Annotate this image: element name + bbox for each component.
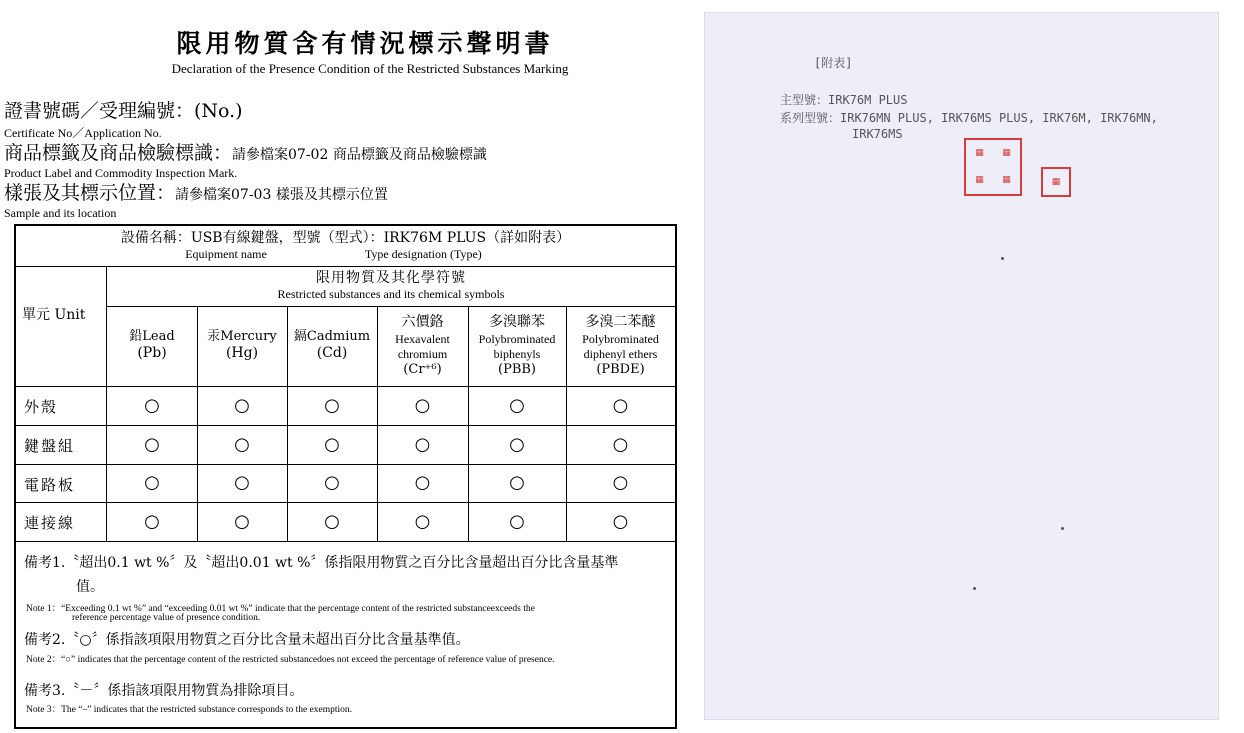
note-1-zh: 備考1.〝超出0.1 wt %〞及〝超出0.01 wt %〞係指限用物質之百分比含量超出百分比含量基準 <box>24 555 619 571</box>
sample-location-zh: 樣張及其標示位置： <box>4 182 176 204</box>
presence-mark: ○ <box>324 433 340 455</box>
row-label-keyboard: 鍵盤組 <box>24 437 76 455</box>
presence-mark: ○ <box>414 510 431 532</box>
note-1-zh-cont: 值。 <box>76 579 104 595</box>
product-label-zh: 商品標籤及商品檢驗標識： <box>4 142 233 164</box>
appendix-tag: [附表] <box>814 56 853 70</box>
certificate-number-en: Certificate No／Application No. <box>4 126 162 140</box>
presence-mark: ○ <box>612 510 629 532</box>
paper-speck <box>1061 527 1064 530</box>
restricted-header-zh: 限用物質及其化學符號 <box>316 269 466 286</box>
presence-mark: ○ <box>414 394 431 416</box>
presence-mark: ○ <box>234 472 250 493</box>
substance-pbb: 多溴聯苯 Polybrominated biphenyls (PBB) <box>478 314 556 377</box>
presence-mark: ○ <box>612 433 629 455</box>
presence-mark: ○ <box>144 472 160 493</box>
presence-mark: ○ <box>509 472 525 493</box>
presence-mark: ○ <box>234 394 250 416</box>
equipment-cell <box>16 226 675 266</box>
series-models: 系列型號：IRK76MN PLUS, IRK76MS PLUS, IRK76M, IRK76MN, <box>780 111 1158 125</box>
main-model: 主型號：IRK76M PLUS <box>780 93 908 107</box>
row-label-circuit-board: 電路板 <box>24 476 76 494</box>
note-1-en: Note 1：“Exceeding 0.1 wt %” and “exceeding 0.01 wt %” indicate that the percentage content of the restricted substanceexceeds the <box>26 604 535 614</box>
presence-mark: ○ <box>414 433 431 455</box>
note-3-en: Note 3：The “–” indicates that the restricted substance corresponds to the exemption. <box>26 705 353 715</box>
presence-mark: ○ <box>144 510 160 532</box>
paper-speck <box>973 587 976 590</box>
restricted-substances-table <box>14 224 677 729</box>
company-seal-icon: ▦ ▦ ▦ ▦ <box>964 138 1022 196</box>
presence-mark: ○ <box>324 510 340 532</box>
equipment-name-en: Equipment name <box>185 247 267 262</box>
note-3-zh: 備考3.〝－〞係指該項限用物質為排除項目。 <box>24 683 304 699</box>
substance-cadmium: 鎘Cadmium (Cd) <box>293 329 371 362</box>
presence-mark: ○ <box>509 433 525 455</box>
presence-mark: ○ <box>144 394 160 416</box>
restricted-header <box>107 266 675 306</box>
equipment-line: 設備名稱：USB有線鍵盤，型號（型式）：IRK76M PLUS（詳如附表） <box>120 229 571 246</box>
presence-mark: ○ <box>509 510 525 532</box>
substance-lead: 鉛Lead (Pb) <box>129 329 175 362</box>
note-1-en-cont: reference percentage value of presence condition. <box>72 613 261 623</box>
substance-mercury: 汞Mercury (Hg) <box>207 329 277 362</box>
product-label <box>4 138 487 181</box>
note-2-en: Note 2：“○” indicates that the percentage content of the restricted substancedoes not exceed the percentage of reference value of presence. <box>26 655 555 665</box>
type-designation-en: Type designation (Type) <box>364 247 482 262</box>
certificate-number-zh: 證書號碼／受理編號：(No.) <box>4 100 243 122</box>
product-label-ref: 請參檔案07-02 商品標籤及商品檢驗標識 <box>232 147 487 163</box>
presence-mark: ○ <box>144 433 160 455</box>
presence-mark: ○ <box>234 510 250 532</box>
unit-header: 單元 Unit <box>22 307 86 323</box>
presence-mark: ○ <box>324 394 340 416</box>
presence-mark: ○ <box>414 472 431 493</box>
product-label-en: Product Label and Commodity Inspection Mark. <box>4 166 238 180</box>
substance-pbde: 多溴二苯醚 Polybrominated diphenyl ethers (PBDE) <box>582 314 659 377</box>
note-2-zh: 備考2.〝○〞係指該項限用物質之百分比含量未超出百分比含量基準值。 <box>24 632 470 648</box>
personal-seal-icon: ▦ <box>1041 167 1071 197</box>
sample-location-ref: 請參檔案07-03 樣張及其標示位置 <box>175 187 388 203</box>
presence-mark: ○ <box>612 394 629 416</box>
sample-location <box>4 178 388 221</box>
row-label-cable: 連接線 <box>24 514 76 532</box>
presence-mark: ○ <box>509 394 525 416</box>
presence-mark: ○ <box>612 472 629 493</box>
sample-location-en: Sample and its location <box>4 206 117 220</box>
presence-mark: ○ <box>234 433 250 455</box>
paper-speck <box>1001 257 1004 260</box>
series-models-cont: IRK76MS <box>852 127 903 141</box>
declaration-title: 限用物質含有情況標示聲明書 <box>176 29 554 58</box>
substance-hexavalent-chromium: 六價鉻 Hexavalent chromium (Cr⁺⁶) <box>395 314 450 377</box>
restricted-header-en: Restricted substances and its chemical symbols <box>277 287 505 302</box>
presence-mark: ○ <box>324 472 340 493</box>
declaration-title-en: Declaration of the Presence Condition of the Restricted Substances Marking <box>171 61 569 76</box>
certificate-number <box>4 96 243 141</box>
appendix-page <box>704 12 1219 720</box>
row-label-housing: 外殼 <box>24 398 59 416</box>
